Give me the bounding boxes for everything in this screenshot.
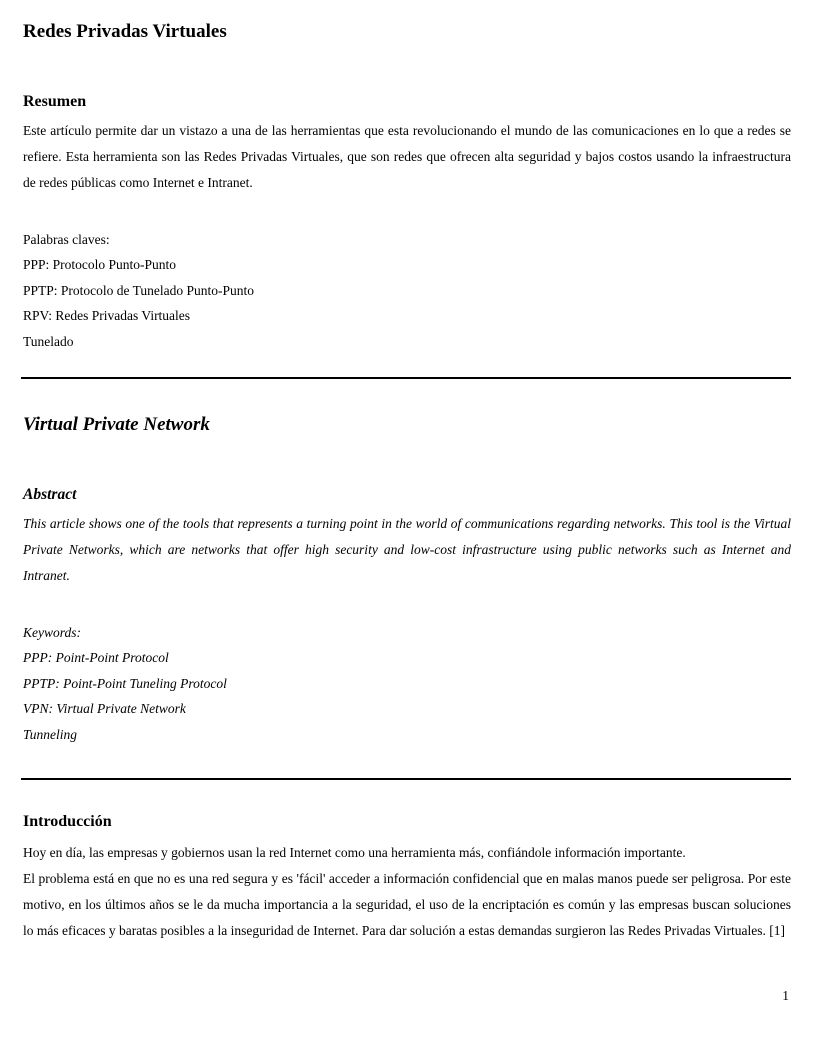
abstract-paragraph: This article shows one of the tools that represents a turning point in the world of communications regarding networks. This tool is the Virtual Private Networks, which are networks that offer high security and low-cost infrastructure using public networks such as Internet and Intranet. (23, 516, 791, 584)
document-title: Redes Privadas Virtuales (23, 21, 227, 42)
page-number: 1 (782, 988, 789, 1003)
abstract-heading: Abstract (23, 486, 77, 504)
english-title: Virtual Private Network (23, 414, 210, 436)
english-keyword-item: Tunneling (23, 726, 78, 742)
english-keyword-item: PPTP: Point-Point Tuneling Protocol (23, 675, 227, 691)
english-keyword-item: VPN: Virtual Private Network (23, 701, 186, 717)
section-divider (21, 377, 791, 379)
section-divider (21, 778, 791, 780)
spanish-keyword-item: RPV: Redes Privadas Virtuales (23, 308, 191, 324)
spanish-keywords-block (23, 227, 791, 354)
spanish-keyword-item: PPP: Protocolo Punto-Punto (23, 257, 177, 273)
introduction-paragraph-2: El problema está en que no es una red segura y es 'fácil' acceder a información confidencial que en malas manos puede ser peligrosa. Por este motivo, en los últimos años se le da mucha importancia a la seguridad, el uso de la encriptación es común y las empresas buscan soluciones lo más eficaces y baratas posibles a la inseguridad de Internet. Para dar solución a estas demandas surgieron las Redes Privadas Virtuales. [1] (23, 871, 791, 939)
english-keyword-item: PPP: Point-Point Protocol (23, 650, 169, 666)
resumen-heading: Resumen (23, 93, 87, 110)
english-keywords-block (23, 620, 791, 747)
introduction-paragraph-1: Hoy en día, las empresas y gobiernos usan la red Internet como una herramienta más, confiándole información importante. (23, 845, 686, 861)
spanish-keyword-item: Tunelado (23, 333, 74, 349)
spanish-keyword-item: PPTP: Protocolo de Tunelado Punto-Punto (23, 282, 255, 298)
resumen-paragraph: Este artículo permite dar un vistazo a una de las herramientas que esta revolucionando el mundo de las comunicaciones en lo que a redes se refiere. Esta herramienta son las Redes Privadas Virtuales, que son redes que ofrecen alta seguridad y bajos costos usando la infraestructura de redes públicas como Internet e Intranet. (23, 123, 791, 190)
spanish-keywords-label: Palabras claves: (23, 232, 110, 247)
english-keywords-label: Keywords: (23, 625, 81, 641)
introduction-heading: Introducción (23, 813, 112, 831)
